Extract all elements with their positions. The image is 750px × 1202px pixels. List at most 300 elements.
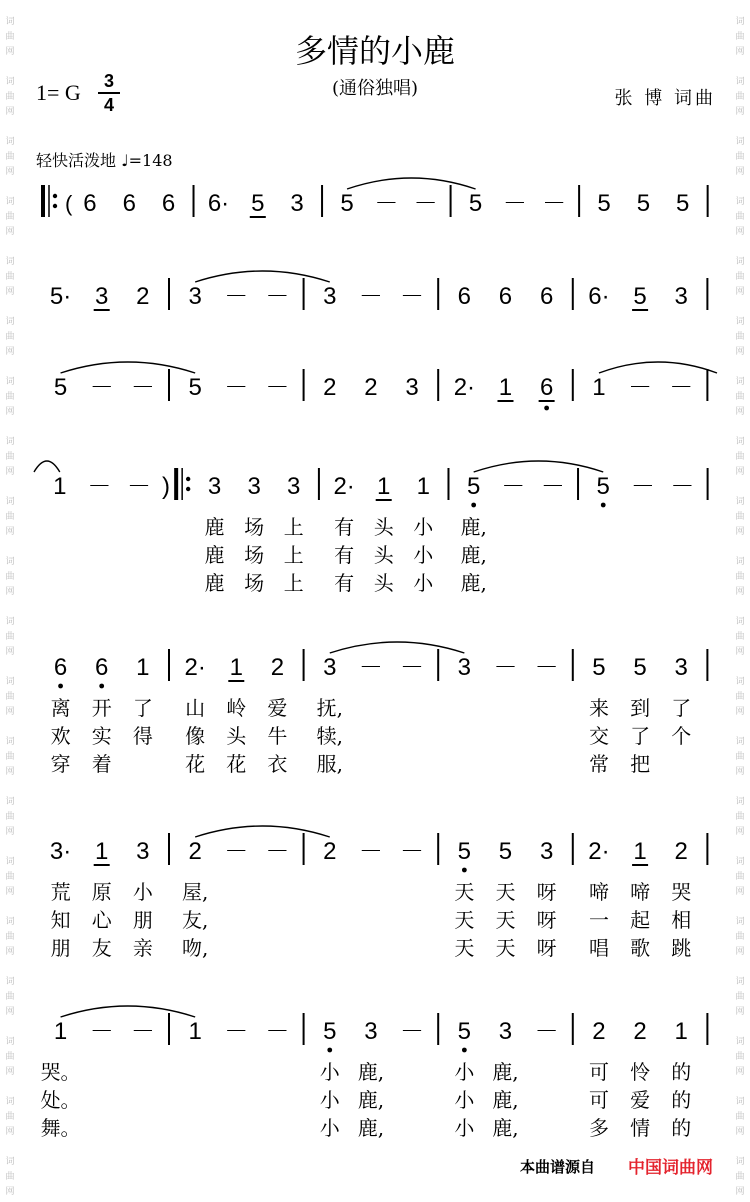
lyric-char: 啼	[588, 880, 609, 904]
watermark-char: 曲	[735, 812, 745, 822]
lyric-char: 唱	[588, 936, 609, 960]
watermark-char: 网	[735, 107, 745, 117]
watermark-char: 词	[5, 257, 15, 267]
lyric-char: 岭	[226, 696, 247, 720]
lyric-char: 小	[319, 1116, 340, 1140]
tie-arc	[347, 178, 476, 189]
note: 3	[457, 654, 472, 681]
dash-extension: －	[265, 374, 290, 401]
tie-arc	[61, 362, 196, 373]
lyric-char: 的	[671, 1060, 692, 1084]
watermark-char: 曲	[5, 1112, 15, 1122]
watermark-char: 词	[735, 977, 745, 987]
dash-extension: －	[493, 654, 518, 681]
dash-extension: －	[126, 473, 151, 500]
lyric-char: 抚,	[316, 696, 343, 720]
dash-extension: －	[358, 838, 383, 865]
lyric-char: 鹿,	[357, 1060, 385, 1084]
watermark-char: 网	[5, 47, 15, 57]
lyric-char: 常	[588, 752, 609, 776]
note: 2	[188, 838, 202, 865]
watermark-char: 词	[735, 557, 745, 567]
watermark-char: 词	[735, 497, 745, 507]
note: 2	[633, 1018, 647, 1045]
time-signature-bottom: 4	[103, 95, 114, 115]
low-octave-dot	[99, 684, 104, 689]
watermark-char: 网	[5, 167, 15, 177]
key-signature: 1= G	[36, 80, 81, 105]
lyric-char: 友	[91, 936, 112, 960]
note: 1	[416, 473, 430, 500]
lyric-char: 上	[283, 543, 304, 567]
note: 5	[675, 190, 690, 217]
watermark-char: 网	[735, 167, 745, 177]
note: 2	[592, 1018, 606, 1045]
dash-extension: －	[413, 190, 438, 217]
note: 5	[323, 1018, 337, 1045]
lyric-char: 吻,	[181, 936, 209, 960]
watermark-char: 词	[5, 797, 15, 807]
tie-arc	[195, 271, 330, 282]
watermark-char: 网	[735, 527, 745, 537]
watermark-char: 曲	[735, 692, 745, 702]
note: 3	[674, 654, 688, 681]
close-paren: )	[161, 473, 170, 500]
watermark-char: 网	[735, 647, 745, 657]
watermark-char: 网	[5, 287, 15, 297]
lyric-char: 天	[495, 936, 516, 960]
watermark-char: 词	[5, 977, 15, 987]
dash-extension: －	[265, 283, 290, 310]
watermark-char: 网	[735, 767, 745, 777]
low-octave-dot	[471, 503, 476, 508]
watermark-char: 网	[5, 227, 15, 237]
lyric-char: 小	[454, 1088, 475, 1112]
watermark-char: 网	[5, 467, 15, 477]
lyric-char: 小	[413, 515, 434, 539]
watermark-char: 词	[735, 617, 745, 627]
lyric-char: 处。	[40, 1088, 81, 1112]
lyric-char: 穿	[50, 752, 71, 776]
note: 5	[592, 654, 606, 681]
lyric-char: 鹿,	[357, 1088, 385, 1112]
lyric-char: 离	[50, 696, 71, 720]
watermark-char: 词	[735, 1097, 745, 1107]
note: 2	[364, 374, 378, 401]
watermark-char: 词	[5, 137, 15, 147]
note: 1	[633, 838, 647, 865]
watermark-char: 曲	[735, 32, 745, 42]
note: 5	[636, 190, 651, 217]
lyric-char: 来	[588, 696, 609, 720]
note: 5	[468, 190, 483, 217]
dash-extension: －	[224, 838, 249, 865]
watermark-char: 词	[735, 917, 745, 927]
note: 1	[188, 1018, 202, 1045]
dash-extension: －	[87, 473, 112, 500]
dash-extension: －	[628, 374, 653, 401]
watermark-char: 词	[735, 377, 745, 387]
watermark-char: 词	[735, 197, 745, 207]
watermark-char: 曲	[5, 92, 15, 102]
watermark-char: 曲	[735, 992, 745, 1002]
dash-extension: －	[534, 654, 559, 681]
watermark-char: 网	[5, 1127, 15, 1137]
source-site-link[interactable]: 中国词曲网	[628, 1158, 713, 1178]
watermark-char: 曲	[735, 92, 745, 102]
note: 3	[405, 374, 419, 401]
watermark-char: 网	[5, 707, 15, 717]
note: 3	[207, 473, 222, 500]
tempo-marking: 轻快活泼地 ♩=148	[36, 151, 173, 170]
lyric-char: 呀	[536, 936, 557, 960]
note: 5	[597, 190, 611, 217]
dash-extension: －	[374, 190, 399, 217]
watermark-char: 词	[735, 437, 745, 447]
note: 3	[498, 1018, 513, 1045]
lyric-char: 到	[630, 696, 651, 720]
lyric-char: 场	[244, 571, 265, 595]
note: 3	[247, 473, 261, 500]
lyric-char: 花	[226, 752, 247, 776]
note: 5	[188, 374, 202, 401]
note: 5·	[49, 283, 72, 310]
note: 5	[251, 190, 265, 217]
lyric-char: 头	[373, 571, 394, 595]
dash-extension: －	[400, 654, 425, 681]
lyric-char: 了	[671, 696, 692, 720]
watermark-char: 词	[5, 77, 15, 87]
lyric-char: 怜	[630, 1060, 651, 1084]
watermark-char: 词	[5, 1157, 15, 1167]
watermark-char: 网	[735, 47, 745, 57]
lyric-char: 爱	[267, 696, 288, 720]
lyric-char: 啼	[630, 880, 651, 904]
note: 1	[377, 473, 391, 500]
lyric-char: 小	[319, 1060, 340, 1084]
watermark-char: 曲	[5, 32, 15, 42]
watermark-char: 曲	[735, 1172, 745, 1182]
note: 1	[53, 1018, 68, 1045]
lyric-char: 鹿,	[492, 1088, 519, 1112]
note: 6	[53, 654, 68, 681]
lyric-char: 像	[185, 724, 206, 748]
dash-extension: －	[669, 374, 694, 401]
low-octave-dot	[601, 503, 606, 508]
watermark-char: 曲	[735, 392, 745, 402]
dash-extension: －	[224, 1018, 249, 1045]
watermark-char: 词	[5, 497, 15, 507]
dash-extension: －	[534, 1018, 559, 1045]
note: 1	[592, 374, 606, 401]
lyric-char: 呀	[536, 908, 557, 932]
lyric-char: 把	[630, 752, 651, 776]
lyric-char: 牛	[267, 724, 288, 748]
lyric-char: 哭。	[40, 1060, 81, 1084]
lyric-char: 跳	[671, 936, 692, 960]
note: 2	[270, 654, 285, 681]
low-octave-dot	[58, 684, 63, 689]
note: 3	[539, 838, 554, 865]
note: 1	[136, 654, 150, 681]
note: 6	[457, 283, 472, 310]
watermark-char: 曲	[735, 872, 745, 882]
dash-extension: －	[224, 374, 249, 401]
note: 5	[498, 838, 513, 865]
lyric-char: 小	[454, 1116, 475, 1140]
note: 6	[122, 190, 136, 217]
watermark-char: 曲	[5, 572, 15, 582]
watermark-char: 曲	[5, 392, 15, 402]
watermark-char: 词	[5, 557, 15, 567]
lyric-char: 鹿	[204, 543, 225, 567]
note: 3	[188, 283, 202, 310]
watermark-char: 网	[5, 827, 15, 837]
dash-extension: －	[358, 654, 383, 681]
watermark-char: 网	[735, 827, 745, 837]
watermark-char: 词	[5, 197, 15, 207]
note: 1	[229, 654, 243, 681]
lyric-char: 上	[283, 515, 304, 539]
note: 2·	[333, 473, 355, 500]
lyric-char: 鹿	[204, 515, 225, 539]
lyric-char: 起	[630, 908, 651, 932]
note: 6·	[588, 283, 610, 310]
lyric-char: 一	[588, 908, 609, 932]
watermark-char: 网	[735, 1187, 745, 1197]
watermark-char: 曲	[735, 1052, 745, 1062]
lyric-char: 有	[334, 543, 355, 567]
watermark-char: 网	[735, 347, 745, 357]
watermark-char: 曲	[735, 932, 745, 942]
note: 6	[83, 190, 97, 217]
watermark-char: 曲	[5, 152, 15, 162]
dash-extension: －	[670, 473, 695, 500]
lyric-char: 衣	[267, 752, 288, 776]
dash-extension: －	[89, 374, 114, 401]
lyric-char: 服,	[316, 752, 343, 776]
dash-extension: －	[542, 190, 567, 217]
watermark-char: 曲	[735, 332, 745, 342]
note: 5	[340, 190, 354, 217]
lyric-char: 知	[50, 908, 71, 932]
lyric-char: 可	[588, 1088, 609, 1112]
low-octave-dot	[544, 406, 549, 411]
watermark-char: 网	[5, 407, 15, 417]
low-octave-dot	[462, 868, 467, 873]
lyric-char: 有	[334, 571, 355, 595]
lyric-char: 可	[588, 1060, 609, 1084]
lyric-char: 花	[185, 752, 206, 776]
lyric-char: 屋,	[181, 880, 209, 904]
note: 5	[53, 374, 68, 401]
dash-extension: －	[501, 473, 526, 500]
lyric-char: 头	[226, 724, 247, 748]
lyric-char: 鹿,	[492, 1060, 519, 1084]
lyric-char: 犊,	[316, 724, 343, 748]
lyric-char: 实	[91, 724, 112, 748]
lyric-char: 着	[91, 752, 112, 776]
lyric-char: 山	[185, 696, 206, 720]
dash-extension: －	[400, 1018, 425, 1045]
watermark-char: 网	[5, 647, 15, 657]
lyric-char: 的	[671, 1088, 692, 1112]
watermark-char: 词	[5, 737, 15, 747]
watermark-char: 网	[735, 227, 745, 237]
watermark-char: 曲	[735, 152, 745, 162]
composer-credit: 张 博 词曲	[614, 88, 716, 109]
dash-extension: －	[130, 374, 155, 401]
note: 2·	[453, 374, 476, 401]
dash-extension: －	[130, 1018, 155, 1045]
watermark-char: 网	[735, 707, 745, 717]
lyric-char: 开	[91, 696, 112, 720]
time-signature-top: 3	[103, 71, 114, 91]
watermark-char: 曲	[5, 932, 15, 942]
dash-extension: －	[89, 1018, 114, 1045]
lyric-char: 了	[630, 724, 651, 748]
watermark-char: 网	[735, 287, 745, 297]
watermark-char: 网	[735, 1007, 745, 1017]
watermark-char: 网	[735, 887, 745, 897]
tie-arc	[474, 461, 604, 472]
watermark-char: 词	[5, 617, 15, 627]
note: 5	[633, 283, 647, 310]
note: 3	[323, 283, 337, 310]
lyric-char: 歌	[630, 936, 651, 960]
dash-extension: －	[265, 838, 290, 865]
tie-arc	[61, 1006, 196, 1017]
watermark-char: 词	[5, 857, 15, 867]
lyric-char: 哭	[671, 880, 692, 904]
lyric-char: 小	[454, 1060, 475, 1084]
dash-extension: －	[265, 1018, 290, 1045]
open-paren: (	[65, 191, 73, 216]
note: 2	[323, 838, 337, 865]
note: 5	[466, 473, 481, 500]
lyric-char: 鹿,	[357, 1116, 385, 1140]
dash-extension: －	[400, 283, 425, 310]
watermark-char: 曲	[735, 752, 745, 762]
watermark-char: 词	[735, 137, 745, 147]
watermark-char: 网	[735, 1127, 745, 1137]
lyric-char: 交	[588, 724, 609, 748]
lyric-char: 舞。	[40, 1116, 81, 1140]
lyric-char: 鹿,	[460, 543, 487, 567]
repeat-dot	[53, 194, 57, 198]
lyric-char: 爱	[630, 1088, 651, 1112]
watermark-char: 词	[5, 437, 15, 447]
note: 6	[161, 190, 176, 217]
tie-arc	[34, 461, 60, 472]
watermark-char: 曲	[735, 572, 745, 582]
note: 3	[95, 283, 109, 310]
note: 1	[498, 374, 513, 401]
watermark-char: 曲	[735, 212, 745, 222]
note: 5	[457, 838, 472, 865]
note: 3	[323, 654, 337, 681]
dash-extension: －	[540, 473, 565, 500]
watermark-char: 词	[5, 677, 15, 687]
note: 3·	[49, 838, 72, 865]
tie-arc	[599, 362, 717, 373]
lyric-char: 亲	[132, 936, 153, 960]
watermark-char: 曲	[735, 452, 745, 462]
lyric-char: 相	[671, 908, 692, 932]
note: 6	[95, 654, 109, 681]
tie-arc	[330, 642, 465, 653]
lyric-char: 场	[244, 543, 265, 567]
note: 6	[498, 283, 513, 310]
watermark-char: 词	[735, 797, 745, 807]
note: 6	[539, 283, 554, 310]
song-title: 多情的小鹿	[294, 32, 455, 70]
note: 3	[290, 190, 304, 217]
dash-extension: －	[224, 283, 249, 310]
tie-arc	[195, 826, 330, 837]
note: 6	[539, 374, 554, 401]
note: 5	[596, 473, 610, 500]
watermark-char: 网	[5, 587, 15, 597]
note: 2	[674, 838, 688, 865]
repeat-dot	[186, 477, 190, 481]
lyric-char: 头	[373, 515, 394, 539]
note: 1	[674, 1018, 688, 1045]
watermark-char: 词	[735, 1037, 745, 1047]
note: 1	[53, 473, 67, 500]
lyric-char: 鹿	[204, 571, 225, 595]
watermark-char: 曲	[5, 332, 15, 342]
watermark-char: 网	[735, 947, 745, 957]
lyric-char: 多	[588, 1116, 609, 1140]
note: 5	[457, 1018, 472, 1045]
watermark-char: 词	[735, 857, 745, 867]
song-subtitle: (通俗独唱)	[331, 78, 419, 99]
lyric-char: 天	[495, 880, 516, 904]
watermark-char: 曲	[5, 512, 15, 522]
watermark-char: 词	[5, 1037, 15, 1047]
note: 3	[287, 473, 301, 500]
lyric-char: 鹿,	[460, 571, 487, 595]
watermark-char: 曲	[735, 512, 745, 522]
note: 2·	[184, 654, 206, 681]
lyric-char: 小	[413, 571, 434, 595]
note: 5	[633, 654, 647, 681]
watermark-char: 曲	[5, 992, 15, 1002]
lyric-char: 的	[671, 1116, 692, 1140]
dash-extension: －	[630, 473, 655, 500]
lyric-char: 了	[132, 696, 153, 720]
lyric-char: 鹿,	[460, 515, 487, 539]
source-label: 本曲谱源自	[520, 1158, 596, 1176]
watermark-char: 词	[735, 317, 745, 327]
watermark-char: 词	[735, 737, 745, 747]
watermark-char: 词	[735, 677, 745, 687]
lyric-char: 友,	[181, 908, 209, 932]
watermark-char: 网	[5, 1067, 15, 1077]
watermark-char: 曲	[735, 1112, 745, 1122]
low-octave-dot	[327, 1048, 332, 1053]
watermark-char: 网	[735, 587, 745, 597]
note: 3	[136, 838, 150, 865]
lyric-char: 小	[413, 543, 434, 567]
watermark-char: 网	[5, 887, 15, 897]
note: 2·	[588, 838, 610, 865]
low-octave-dot	[462, 1048, 467, 1053]
watermark-char: 网	[735, 407, 745, 417]
watermark-char: 词	[5, 917, 15, 927]
dash-extension: －	[400, 838, 425, 865]
